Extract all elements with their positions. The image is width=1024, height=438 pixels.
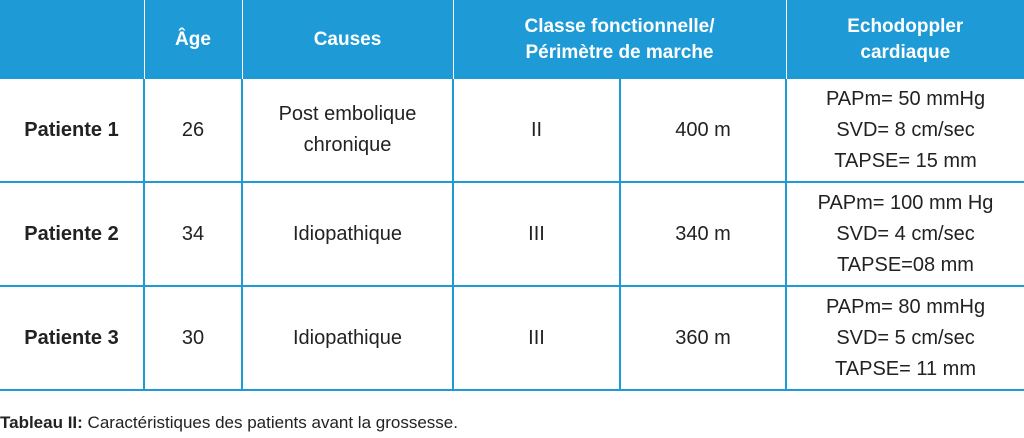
perimetre-cell: 340 m (620, 182, 786, 286)
echo-svd: SVD= 4 cm/sec (836, 222, 975, 245)
cause-cell (242, 286, 453, 390)
cause-line2: chronique (303, 134, 392, 156)
cause-cell (242, 182, 453, 286)
header-causes: Causes (242, 0, 453, 79)
echo-cell (786, 79, 1024, 182)
header-echodoppler (786, 0, 1024, 79)
cause-cell (242, 79, 453, 182)
age-cell: 30 (144, 286, 242, 390)
table-row (0, 286, 1024, 390)
header-empty-cell (0, 0, 144, 79)
caption-label: Tableau II: (0, 413, 83, 432)
age-cell: 26 (144, 79, 242, 182)
table-caption (0, 413, 458, 433)
header-age: Âge (144, 0, 242, 79)
header-row (0, 0, 1024, 79)
echo-cell (786, 286, 1024, 390)
echo-cell (786, 182, 1024, 286)
echo-papm: PAPm= 50 mmHg (825, 87, 986, 110)
echo-svd: SVD= 5 cm/sec (836, 326, 975, 349)
header-echo-line2: cardiaque (860, 41, 951, 63)
table-header (0, 0, 1024, 79)
classe-cell: II (453, 79, 620, 182)
classe-cell: III (453, 182, 620, 286)
echo-tapse: TAPSE= 15 mm (834, 149, 977, 172)
echo-svd: SVD= 8 cm/sec (836, 118, 975, 141)
row-label: Patiente 1 (0, 79, 144, 182)
cause-line1: Idiopathique (293, 222, 402, 245)
header-classe-line1: Classe fonctionnelle/ (524, 15, 715, 37)
echo-papm: PAPm= 80 mmHg (825, 295, 986, 318)
header-classe-line2: Périmètre de marche (525, 41, 714, 63)
caption-text: Caractéristiques des patients avant la grossesse. (87, 413, 458, 432)
header-classe-fonctionnelle (453, 0, 786, 79)
perimetre-cell: 400 m (620, 79, 786, 182)
age-cell: 34 (144, 182, 242, 286)
echo-tapse: TAPSE=08 mm (837, 253, 974, 276)
cause-line1: Post embolique (278, 103, 417, 125)
table-row (0, 79, 1024, 182)
perimetre-cell: 360 m (620, 286, 786, 390)
header-echo-line1: Echodoppler (847, 15, 964, 37)
row-label: Patiente 2 (0, 182, 144, 286)
row-label: Patiente 3 (0, 286, 144, 390)
echo-papm: PAPm= 100 mm Hg (817, 191, 994, 214)
cause-line1: Idiopathique (293, 326, 402, 349)
table-row (0, 182, 1024, 286)
echo-tapse: TAPSE= 11 mm (835, 357, 976, 380)
table-body (0, 79, 1024, 390)
classe-cell: III (453, 286, 620, 390)
